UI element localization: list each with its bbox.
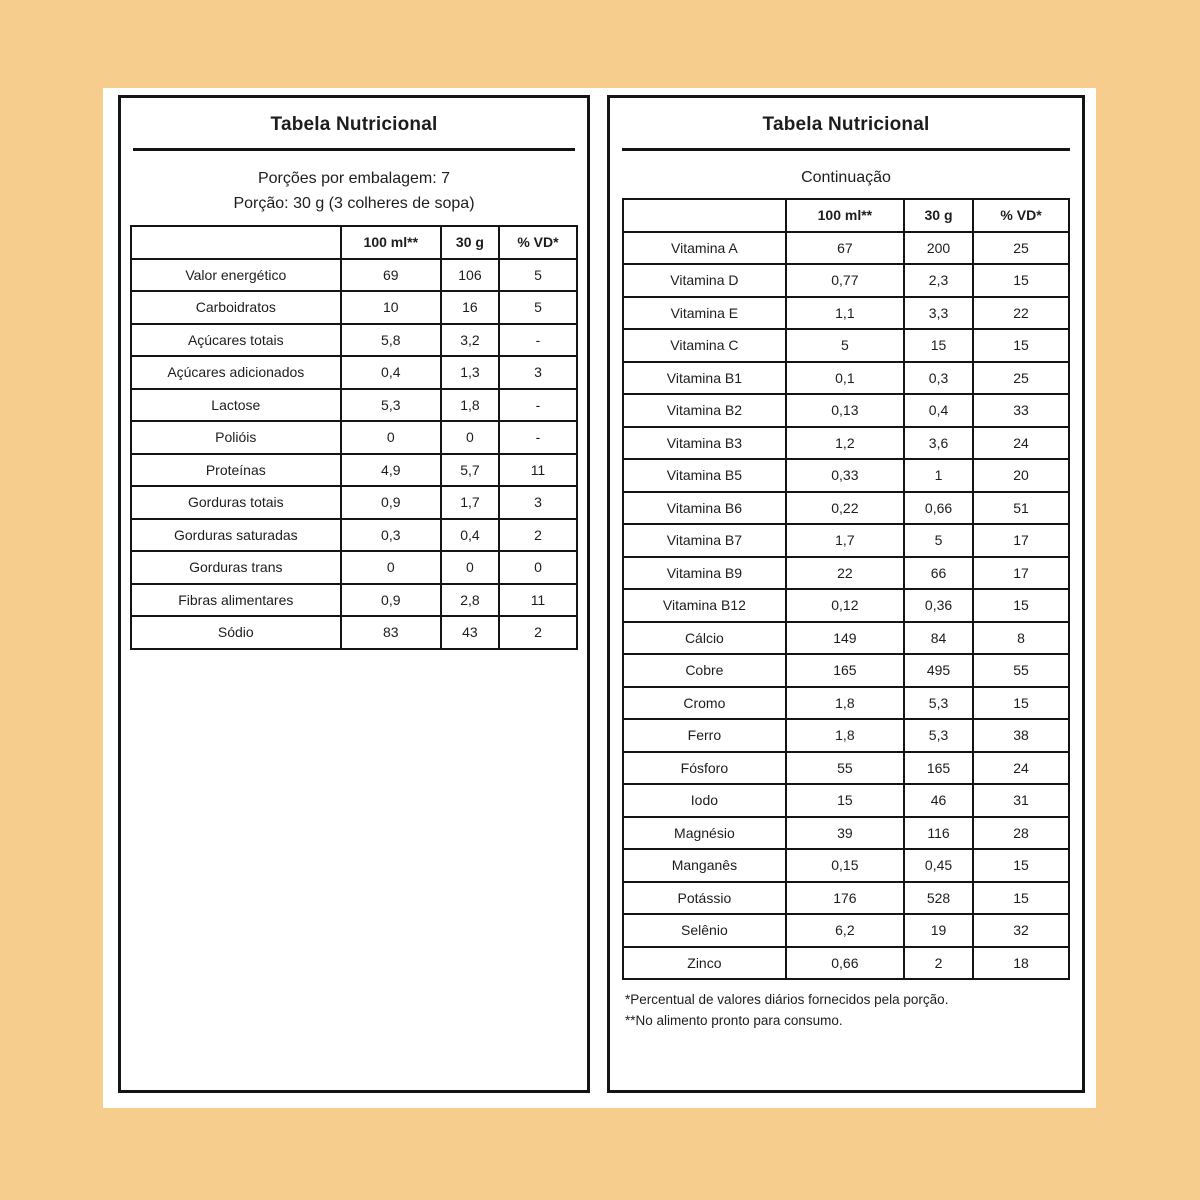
nutrient-name-cell: Potássio xyxy=(623,882,786,915)
nutrient-name-cell: Vitamina B6 xyxy=(623,492,786,525)
table-row xyxy=(131,584,577,617)
nutrient-value-cell: 33 xyxy=(973,394,1069,427)
table-header-row xyxy=(131,226,577,259)
continuation-info xyxy=(610,165,1082,190)
table-row xyxy=(623,589,1069,622)
nutrient-value-cell: 0 xyxy=(441,551,499,584)
nutrient-value-cell: 0,9 xyxy=(341,486,441,519)
nutrient-value-cell: 495 xyxy=(904,654,973,687)
table-row xyxy=(131,389,577,422)
nutrient-value-cell: 51 xyxy=(973,492,1069,525)
nutrient-value-cell: 15 xyxy=(904,329,973,362)
nutrient-value-cell: 24 xyxy=(973,752,1069,785)
nutrient-name-cell: Proteínas xyxy=(131,454,341,487)
table-row xyxy=(623,232,1069,265)
nutrient-value-cell: 1,2 xyxy=(786,427,904,460)
nutrient-value-cell: 84 xyxy=(904,622,973,655)
nutrient-name-cell: Valor energético xyxy=(131,259,341,292)
table-row xyxy=(623,329,1069,362)
nutrient-value-cell: 0,4 xyxy=(341,356,441,389)
nutrient-name-cell: Açúcares totais xyxy=(131,324,341,357)
nutrient-name-cell: Açúcares adicionados xyxy=(131,356,341,389)
title-divider xyxy=(133,148,575,151)
nutrient-name-cell: Cálcio xyxy=(623,622,786,655)
nutrient-value-cell: 11 xyxy=(499,584,577,617)
nutrient-value-cell: 17 xyxy=(973,557,1069,590)
nutrient-value-cell: 5,8 xyxy=(341,324,441,357)
nutrient-name-cell: Carboidratos xyxy=(131,291,341,324)
nutrient-name-cell: Vitamina B12 xyxy=(623,589,786,622)
nutrient-value-cell: 25 xyxy=(973,362,1069,395)
nutrient-value-cell: 11 xyxy=(499,454,577,487)
nutrient-value-cell: 165 xyxy=(904,752,973,785)
table-row xyxy=(131,551,577,584)
footnotes xyxy=(625,989,1068,1031)
table-row xyxy=(623,784,1069,817)
nutrient-value-cell: 66 xyxy=(904,557,973,590)
nutrient-value-cell: 25 xyxy=(973,232,1069,265)
title-divider xyxy=(622,148,1070,151)
nutrient-value-cell: 149 xyxy=(786,622,904,655)
nutrient-value-cell: 15 xyxy=(973,687,1069,720)
table-row xyxy=(131,616,577,649)
nutrient-value-cell: 1,1 xyxy=(786,297,904,330)
nutrient-value-cell: 165 xyxy=(786,654,904,687)
table-row xyxy=(623,427,1069,460)
panel-title: Tabela Nutricional xyxy=(270,114,438,135)
nutrient-value-cell: 46 xyxy=(904,784,973,817)
nutrient-value-cell: 0,1 xyxy=(786,362,904,395)
nutrient-value-cell: 5 xyxy=(786,329,904,362)
nutrient-name-cell: Cromo xyxy=(623,687,786,720)
nutrient-name-cell: Vitamina B1 xyxy=(623,362,786,395)
nutrient-value-cell: 0,4 xyxy=(441,519,499,552)
table-row xyxy=(131,454,577,487)
col-header-100ml: 100 ml** xyxy=(341,226,441,259)
nutrient-value-cell: 0,13 xyxy=(786,394,904,427)
nutrient-name-cell: Fósforo xyxy=(623,752,786,785)
nutrient-value-cell: 10 xyxy=(341,291,441,324)
table-row xyxy=(131,486,577,519)
table-row xyxy=(623,882,1069,915)
nutrient-value-cell: 1,8 xyxy=(786,719,904,752)
table-row xyxy=(623,622,1069,655)
table-header-row xyxy=(623,199,1069,232)
nutrient-value-cell: 39 xyxy=(786,817,904,850)
nutrient-value-cell: 0,45 xyxy=(904,849,973,882)
table-row xyxy=(623,654,1069,687)
nutrient-value-cell: 15 xyxy=(973,882,1069,915)
nutrient-value-cell: 69 xyxy=(341,259,441,292)
table-row xyxy=(623,752,1069,785)
nutrient-value-cell: 6,2 xyxy=(786,914,904,947)
empty-header-cell xyxy=(131,226,341,259)
nutrient-value-cell: 5 xyxy=(904,524,973,557)
nutrient-value-cell: 22 xyxy=(973,297,1069,330)
nutrient-value-cell: 15 xyxy=(973,329,1069,362)
table-row xyxy=(623,914,1069,947)
table-row xyxy=(131,291,577,324)
nutrient-name-cell: Vitamina B9 xyxy=(623,557,786,590)
nutrient-name-cell: Gorduras totais xyxy=(131,486,341,519)
portion-size: Porção: 30 g (3 colheres de sopa) xyxy=(233,195,475,212)
nutrient-value-cell: 106 xyxy=(441,259,499,292)
nutrient-value-cell: 5,7 xyxy=(441,454,499,487)
col-header-30g: 30 g xyxy=(904,199,973,232)
nutrition-panel-main xyxy=(118,95,590,1093)
nutrient-name-cell: Manganês xyxy=(623,849,786,882)
nutrient-value-cell: 43 xyxy=(441,616,499,649)
nutrient-value-cell: 3,3 xyxy=(904,297,973,330)
nutrient-value-cell: 5,3 xyxy=(904,719,973,752)
nutrient-value-cell: 0,15 xyxy=(786,849,904,882)
nutrient-value-cell: 55 xyxy=(786,752,904,785)
nutrient-value-cell: 5,3 xyxy=(341,389,441,422)
table-row xyxy=(623,687,1069,720)
nutrient-value-cell: 0,66 xyxy=(904,492,973,525)
nutrient-value-cell: 18 xyxy=(973,947,1069,980)
continuation-label: Continuação xyxy=(801,169,891,186)
nutrient-value-cell: 32 xyxy=(973,914,1069,947)
nutrient-value-cell: 0 xyxy=(441,421,499,454)
nutrient-name-cell: Iodo xyxy=(623,784,786,817)
col-header-100ml: 100 ml** xyxy=(786,199,904,232)
nutrient-name-cell: Vitamina D xyxy=(623,264,786,297)
nutrient-value-cell: 2 xyxy=(904,947,973,980)
nutrient-value-cell: 15 xyxy=(973,264,1069,297)
table-row xyxy=(623,459,1069,492)
nutrient-name-cell: Vitamina B2 xyxy=(623,394,786,427)
nutrition-table-continuation xyxy=(622,198,1070,980)
nutrient-value-cell: 0 xyxy=(341,421,441,454)
nutrient-value-cell: 5 xyxy=(499,259,577,292)
nutrient-value-cell: 0 xyxy=(341,551,441,584)
nutrient-name-cell: Vitamina B3 xyxy=(623,427,786,460)
table-row xyxy=(131,519,577,552)
nutrient-name-cell: Vitamina B7 xyxy=(623,524,786,557)
table-row xyxy=(623,719,1069,752)
table-row xyxy=(623,297,1069,330)
nutrient-value-cell: 0,36 xyxy=(904,589,973,622)
nutrient-value-cell: 24 xyxy=(973,427,1069,460)
nutrient-name-cell: Lactose xyxy=(131,389,341,422)
nutrient-value-cell: 3 xyxy=(499,356,577,389)
nutrient-value-cell: 83 xyxy=(341,616,441,649)
table-row xyxy=(623,394,1069,427)
nutrient-name-cell: Selênio xyxy=(623,914,786,947)
nutrient-name-cell: Vitamina A xyxy=(623,232,786,265)
nutrient-value-cell: 0,77 xyxy=(786,264,904,297)
nutrient-value-cell: 3 xyxy=(499,486,577,519)
nutrient-value-cell: 5,3 xyxy=(904,687,973,720)
servings-per-package: Porções por embalagem: 7 xyxy=(257,170,451,187)
table-row xyxy=(623,492,1069,525)
nutrient-value-cell: 1,3 xyxy=(441,356,499,389)
nutrient-name-cell: Gorduras saturadas xyxy=(131,519,341,552)
nutrient-name-cell: Cobre xyxy=(623,654,786,687)
table-row xyxy=(131,259,577,292)
nutrient-name-cell: Polióis xyxy=(131,421,341,454)
nutrient-value-cell: 16 xyxy=(441,291,499,324)
nutrient-value-cell: 528 xyxy=(904,882,973,915)
nutrient-value-cell: 1,7 xyxy=(441,486,499,519)
nutrient-value-cell: 38 xyxy=(973,719,1069,752)
nutrient-value-cell: 0,22 xyxy=(786,492,904,525)
empty-header-cell xyxy=(623,199,786,232)
table-row xyxy=(623,817,1069,850)
nutrient-name-cell: Zinco xyxy=(623,947,786,980)
nutrient-value-cell: 20 xyxy=(973,459,1069,492)
col-header-vd: % VD* xyxy=(973,199,1069,232)
nutrient-value-cell: 5 xyxy=(499,291,577,324)
nutrient-value-cell: 15 xyxy=(973,589,1069,622)
nutrient-name-cell: Vitamina C xyxy=(623,329,786,362)
table-row xyxy=(623,524,1069,557)
nutrient-value-cell: - xyxy=(499,324,577,357)
nutrient-value-cell: 0,12 xyxy=(786,589,904,622)
nutrient-value-cell: 2,8 xyxy=(441,584,499,617)
nutrient-value-cell: 28 xyxy=(973,817,1069,850)
nutrient-value-cell: 176 xyxy=(786,882,904,915)
nutrient-value-cell: 0,3 xyxy=(341,519,441,552)
col-header-30g: 30 g xyxy=(441,226,499,259)
table-row xyxy=(623,557,1069,590)
nutrient-value-cell: 15 xyxy=(786,784,904,817)
nutrient-value-cell: 0 xyxy=(499,551,577,584)
nutrient-name-cell: Magnésio xyxy=(623,817,786,850)
nutrient-value-cell: 1,8 xyxy=(786,687,904,720)
nutrient-value-cell: 31 xyxy=(973,784,1069,817)
nutrient-value-cell: 2,3 xyxy=(904,264,973,297)
table-row xyxy=(623,947,1069,980)
table-row xyxy=(131,356,577,389)
nutrient-value-cell: 4,9 xyxy=(341,454,441,487)
nutrient-value-cell: 19 xyxy=(904,914,973,947)
nutrient-name-cell: Gorduras trans xyxy=(131,551,341,584)
nutrient-name-cell: Fibras alimentares xyxy=(131,584,341,617)
nutrient-name-cell: Vitamina B5 xyxy=(623,459,786,492)
nutrient-value-cell: 15 xyxy=(973,849,1069,882)
nutrient-value-cell: 200 xyxy=(904,232,973,265)
footnote-daily-values: *Percentual de valores diários fornecidos pela porção. xyxy=(625,992,949,1007)
nutrient-value-cell: 1,7 xyxy=(786,524,904,557)
nutrient-value-cell: 55 xyxy=(973,654,1069,687)
nutrient-value-cell: - xyxy=(499,389,577,422)
nutrient-value-cell: 0,9 xyxy=(341,584,441,617)
nutrient-value-cell: 17 xyxy=(973,524,1069,557)
col-header-vd: % VD* xyxy=(499,226,577,259)
nutrient-value-cell: 0,3 xyxy=(904,362,973,395)
nutrition-panel-continuation xyxy=(607,95,1085,1093)
nutrient-value-cell: 22 xyxy=(786,557,904,590)
nutrient-value-cell: 3,6 xyxy=(904,427,973,460)
nutrition-table-main xyxy=(130,225,578,650)
serving-info xyxy=(121,166,587,216)
nutrient-value-cell: 1 xyxy=(904,459,973,492)
nutrient-value-cell: 0,4 xyxy=(904,394,973,427)
table-row xyxy=(623,849,1069,882)
nutrient-value-cell: 2 xyxy=(499,616,577,649)
nutrient-name-cell: Ferro xyxy=(623,719,786,752)
nutrient-value-cell: - xyxy=(499,421,577,454)
label-sheet xyxy=(103,88,1096,1108)
table-row xyxy=(623,362,1069,395)
nutrient-value-cell: 116 xyxy=(904,817,973,850)
table-row xyxy=(131,421,577,454)
table-row xyxy=(623,264,1069,297)
table-row xyxy=(131,324,577,357)
footnote-ready-to-consume: **No alimento pronto para consumo. xyxy=(625,1013,843,1028)
nutrient-value-cell: 0,66 xyxy=(786,947,904,980)
nutrient-value-cell: 1,8 xyxy=(441,389,499,422)
nutrient-value-cell: 2 xyxy=(499,519,577,552)
nutrient-name-cell: Sódio xyxy=(131,616,341,649)
nutrient-value-cell: 3,2 xyxy=(441,324,499,357)
panel-title: Tabela Nutricional xyxy=(762,114,930,135)
nutrient-value-cell: 8 xyxy=(973,622,1069,655)
nutrient-name-cell: Vitamina E xyxy=(623,297,786,330)
nutrient-value-cell: 67 xyxy=(786,232,904,265)
nutrient-value-cell: 0,33 xyxy=(786,459,904,492)
